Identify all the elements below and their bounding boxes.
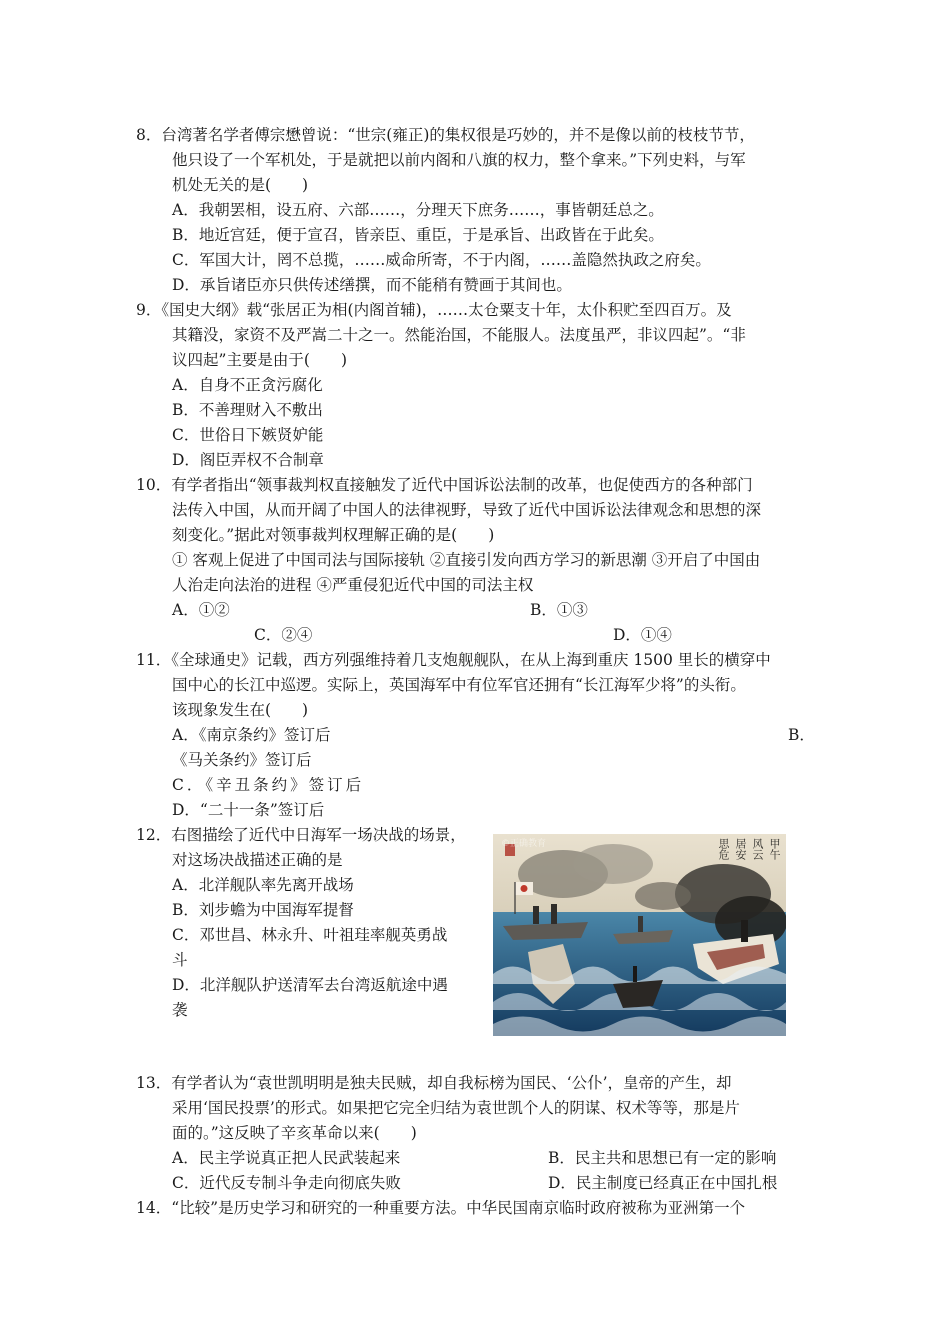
painting-watermark: ©正确教育 <box>501 839 547 849</box>
painting-caption-col-3: 居安 <box>734 838 747 860</box>
q13-stem-line-2: 采用‘国民投票’的形式。如果把它完全归结为袁世凯个人的阴谋、权术等等，那是片 <box>172 1099 740 1117</box>
q12-option-d-cont: 袭 <box>172 1001 188 1019</box>
q10-stem-line-3: 刻变化。”据此对领事裁判权理解正确的是( ) <box>172 526 495 544</box>
q9-option-a: A．自身不正贪污腐化 <box>172 376 323 394</box>
q9-option-d: D．阁臣弄权不合制章 <box>172 451 324 469</box>
q12-option-b: B．刘步蟾为中国海军提督 <box>172 901 354 919</box>
q11-option-c: C．《辛丑条约》签订后 <box>172 776 365 794</box>
naval-battle-painting <box>493 834 786 1036</box>
q12-option-d: D．北洋舰队护送清军去台湾返航途中遇 <box>172 976 448 994</box>
q13-option-a: A．民主学说真正把人民武装起来 <box>172 1149 401 1167</box>
q11-option-a: A．《南京条约》签订后 <box>172 726 331 744</box>
q11-option-b-text: 《马关条约》签订后 <box>172 751 312 769</box>
q9-option-c: C．世俗日下嫉贤妒能 <box>172 426 324 444</box>
q11-stem-line-3: 该现象发生在( ) <box>172 701 309 719</box>
q12-option-c-cont: 斗 <box>172 951 188 969</box>
q12-option-c: C．邓世昌、林永升、叶祖珪率舰英勇战 <box>172 926 448 944</box>
q11-option-b-label: B． <box>788 726 815 744</box>
q10-stem-line-1: 10．有学者指出“领事裁判权直接触发了近代中国诉讼法制的改革，也促使西方的各种部门 <box>136 476 753 494</box>
q9-stem-line-1: 9．《国史大纲》载“张居正为相(内阁首辅)，……太仓粟支十年，太仆积贮至四百万。及 <box>136 301 732 319</box>
q10-option-a: A．①② <box>172 601 230 619</box>
q13-stem-line-1: 13．有学者认为“袁世凯明明是独夫民贼，却自我标榜为国民、‘公仆’，皇帝的产生，却 <box>136 1074 732 1092</box>
painting-caption-col-1: 甲午 <box>768 838 781 860</box>
painting-artwork <box>493 834 786 1036</box>
q10-option-d: D．①④ <box>613 626 672 644</box>
q13-option-b: B．民主共和思想已有一定的影响 <box>548 1149 777 1167</box>
painting-caption-col-4: 思危 <box>717 838 730 860</box>
q11-stem-line-2: 国中心的长江中巡逻。实际上，英国海军中有位军官还拥有“长江海军少将”的头衔。 <box>172 676 746 694</box>
q13-option-d: D．民主制度已经真正在中国扎根 <box>548 1174 778 1192</box>
q8-option-c: C．军国大计，罔不总揽，……威命所寄，不于内阁，……盖隐然执政之府矣。 <box>172 251 711 269</box>
q10-option-b: B．①③ <box>530 601 588 619</box>
q8-option-b: B．地近宫廷，便于宣召，皆亲臣、重臣，于是承旨、出政皆在于此矣。 <box>172 226 664 244</box>
q10-stem-line-2: 法传入中国，从而开阔了中国人的法律视野，导致了近代中国诉讼法律观念和思想的深 <box>172 501 762 519</box>
q8-stem-line-1: 8．台湾著名学者傅宗懋曾说：“世宗(雍正)的集权很是巧妙的，并不是像以前的枝枝节节， <box>136 126 755 144</box>
q9-stem-line-2: 其籍没，家资不及严嵩二十之一。然能治国，不能服人。法度虽严，非议四起”。“非 <box>172 326 746 344</box>
q12-option-a: A．北洋舰队率先离开战场 <box>172 876 354 894</box>
q10-statements-line-2: 人治走向法治的进程 ④严重侵犯近代中国的司法主权 <box>172 576 534 594</box>
q13-stem-line-3: 面的。”这反映了辛亥革命以来( ) <box>172 1124 417 1142</box>
q13-option-c: C．近代反专制斗争走向彻底失败 <box>172 1174 401 1192</box>
painting-caption-col-2: 风云 <box>751 838 764 860</box>
q14-stem-line-1: 14．“比较”是历史学习和研究的一种重要方法。中华民国南京临时政府被称为亚洲第一个 <box>136 1199 746 1217</box>
q8-option-d: D．承旨诸臣亦只供传述缮撰，而不能稍有赞画于其间也。 <box>172 276 572 294</box>
q11-stem-line-1: 11．《全球通史》记载，西方列强维持着几支炮舰舰队，在从上海到重庆 1500 里长的横穿中 <box>136 651 771 669</box>
q10-statements-line-1: ① 客观上促进了中国司法与国际接轨 ②直接引发向西方学习的新思潮 ③开启了中国由 <box>172 551 761 569</box>
q8-stem-line-3: 机处无关的是( ) <box>172 176 309 194</box>
q12-stem-line-1: 12．右图描绘了近代中日海军一场决战的场景， <box>136 826 466 844</box>
q8-stem-line-2: 他只设了一个军机处，于是就把以前内阁和八旗的权力，整个拿来。”下列史料，与军 <box>172 151 746 169</box>
painting-caption <box>717 838 780 860</box>
q12-stem-line-2: 对这场决战描述正确的是 <box>172 851 343 869</box>
q11-option-d: D．“二十一条”签订后 <box>172 801 325 819</box>
q10-option-c: C．②④ <box>254 626 313 644</box>
q8-option-a: A．我朝罢相，设五府、六部……，分理天下庶务……，事皆朝廷总之。 <box>172 201 664 219</box>
q9-stem-line-3: 议四起”主要是由于( ) <box>172 351 348 369</box>
q9-option-b: B．不善理财入不敷出 <box>172 401 323 419</box>
